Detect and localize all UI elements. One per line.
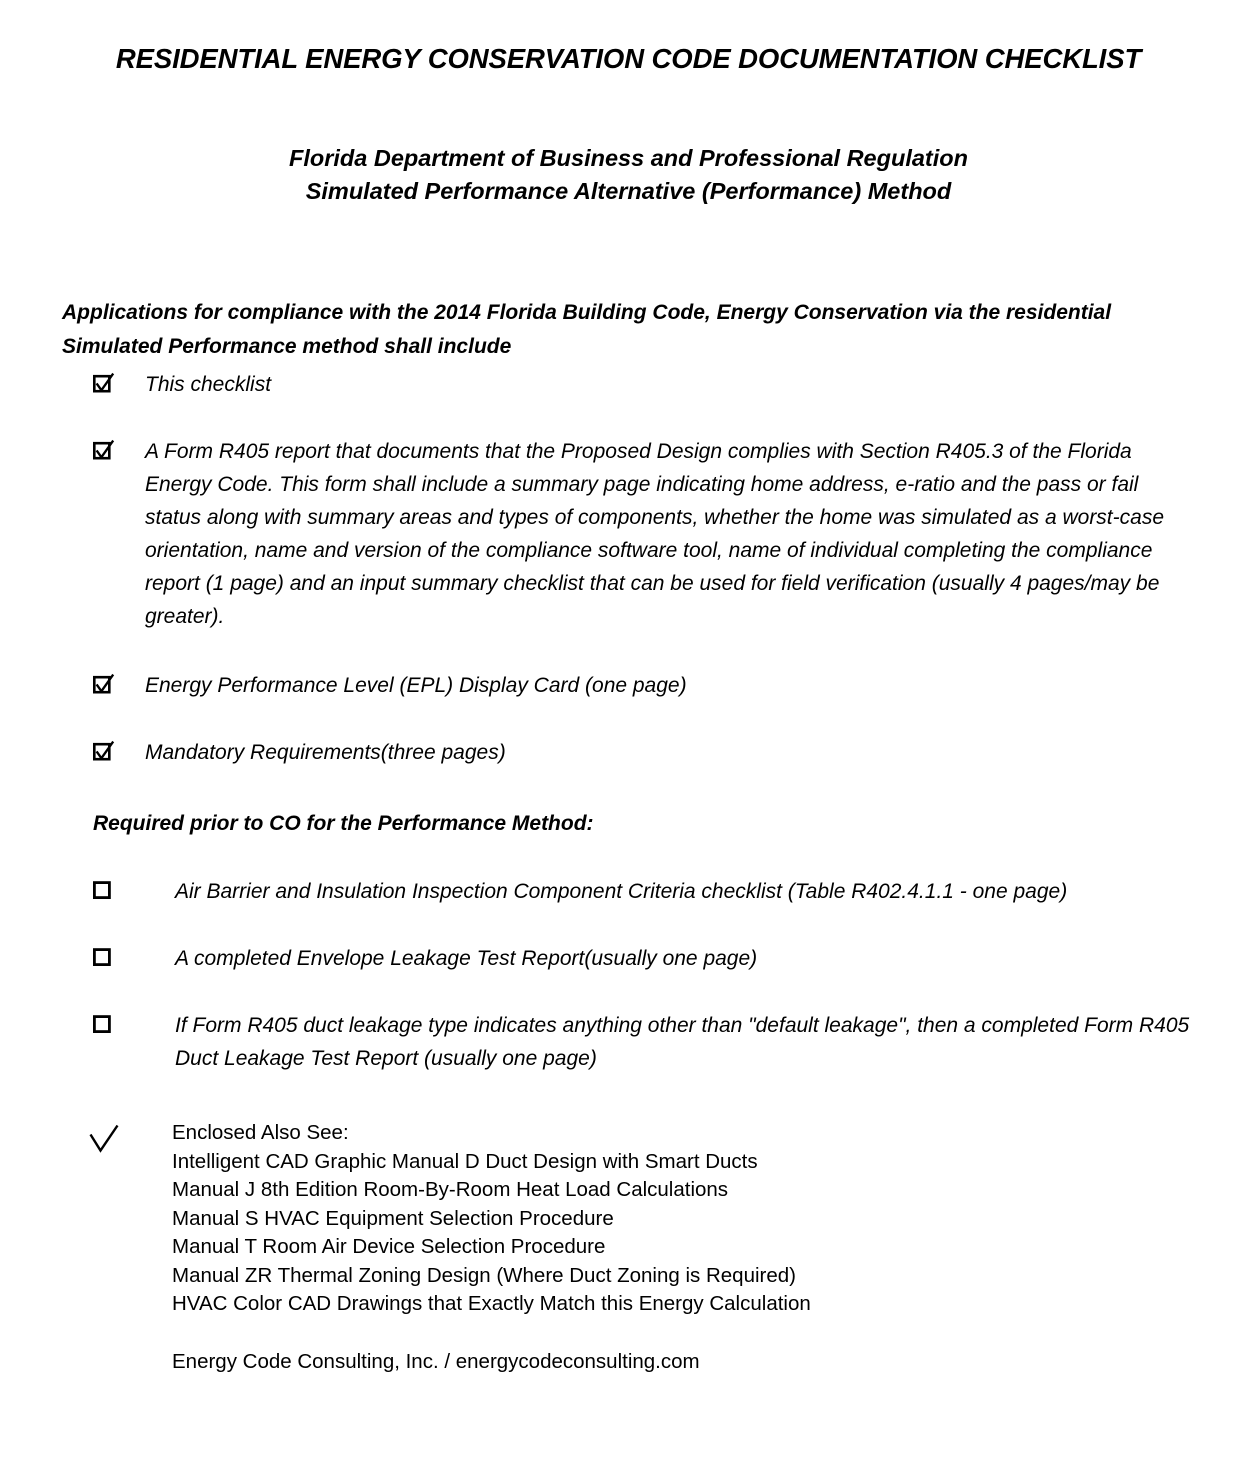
checklist-item-form-r405-report[interactable] bbox=[0, 435, 1257, 633]
footer-credit: Energy Code Consulting, Inc. / energycodeconsulting.com bbox=[172, 1349, 700, 1373]
enclosed-line: Enclosed Also See: bbox=[172, 1121, 349, 1144]
subtitle-agency: Florida Department of Business and Professional Regulation bbox=[289, 145, 968, 171]
checked-checkbox-icon[interactable] bbox=[93, 440, 111, 460]
section-heading-required-prior-to-co: Required prior to CO for the Performance Method: bbox=[93, 812, 594, 835]
intro-paragraph: Applications for compliance with the 2014 Florida Building Code, Energy Conservation via the residential Simulated Performance method shall include bbox=[62, 301, 1112, 358]
enclosed-line: Manual J 8th Edition Room-By-Room Heat Load Calculations bbox=[172, 1178, 729, 1201]
checklist-item-label: A completed Envelope Leakage Test Report(usually one page) bbox=[175, 947, 758, 970]
checklist-item-label: If Form R405 duct leakage type indicates anything other than "default leakage", then a completed Form R405 Duct Leakage Test Report (usually one page) bbox=[175, 1014, 1190, 1070]
checked-checkbox-icon[interactable] bbox=[93, 741, 111, 761]
enclosed-line: Manual ZR Thermal Zoning Design (Where Duct Zoning is Required) bbox=[172, 1263, 796, 1287]
checklist-item-epl-display-card[interactable] bbox=[0, 669, 1257, 702]
checklist-item-envelope-leakage-test[interactable] bbox=[0, 942, 1257, 975]
checklist-item-mandatory-requirements[interactable] bbox=[0, 736, 1257, 769]
checked-checkbox-icon[interactable] bbox=[93, 674, 111, 694]
checkmark-icon bbox=[88, 1123, 120, 1155]
checked-checkbox-icon[interactable] bbox=[93, 373, 111, 393]
enclosed-line: Intelligent CAD Graphic Manual D Duct Design with Smart Ducts bbox=[172, 1149, 758, 1173]
checklist-item-duct-leakage-test[interactable] bbox=[0, 1009, 1257, 1075]
page-title: RESIDENTIAL ENERGY CONSERVATION CODE DOCUMENTATION CHECKLIST bbox=[115, 43, 1142, 75]
empty-checkbox-icon[interactable] bbox=[93, 1014, 111, 1034]
checklist-area bbox=[0, 368, 1257, 1376]
checklist-item-this-checklist[interactable] bbox=[0, 368, 1257, 401]
checklist-item-air-barrier-inspection[interactable] bbox=[0, 875, 1257, 908]
checklist-item-label: A Form R405 report that documents that the Proposed Design complies with Section R405.3 of the Florida Energy Code. This form shall include a summary page indicating home address, e-ratio and the pass or fail status along with summary areas and types of components, whether the home was simulated as a worst-case orientation, name and version of the compliance software tool, name of individual completing the compliance report (1 page) and an input summary checklist that can be used for field verification (usually 4 pages/may be greater). bbox=[145, 440, 1164, 628]
empty-checkbox-icon[interactable] bbox=[93, 947, 111, 967]
subtitle-block bbox=[0, 142, 1257, 208]
enclosed-also-see-block bbox=[0, 1119, 1257, 1376]
checklist-item-label: Energy Performance Level (EPL) Display Card (one page) bbox=[145, 674, 687, 697]
enclosed-line: Manual T Room Air Device Selection Procedure bbox=[172, 1235, 606, 1258]
checklist-item-label: Mandatory Requirements(three pages) bbox=[145, 741, 506, 764]
subtitle-method: Simulated Performance Alternative (Performance) Method bbox=[305, 178, 952, 204]
checklist-item-label: Air Barrier and Insulation Inspection Component Criteria checklist (Table R402.4.1.1 - one page) bbox=[175, 880, 1068, 903]
enclosed-line: Manual S HVAC Equipment Selection Procedure bbox=[172, 1206, 614, 1230]
empty-checkbox-icon[interactable] bbox=[93, 880, 111, 900]
checklist-item-label: This checklist bbox=[145, 373, 272, 396]
enclosed-line: HVAC Color CAD Drawings that Exactly Match this Energy Calculation bbox=[172, 1292, 811, 1315]
